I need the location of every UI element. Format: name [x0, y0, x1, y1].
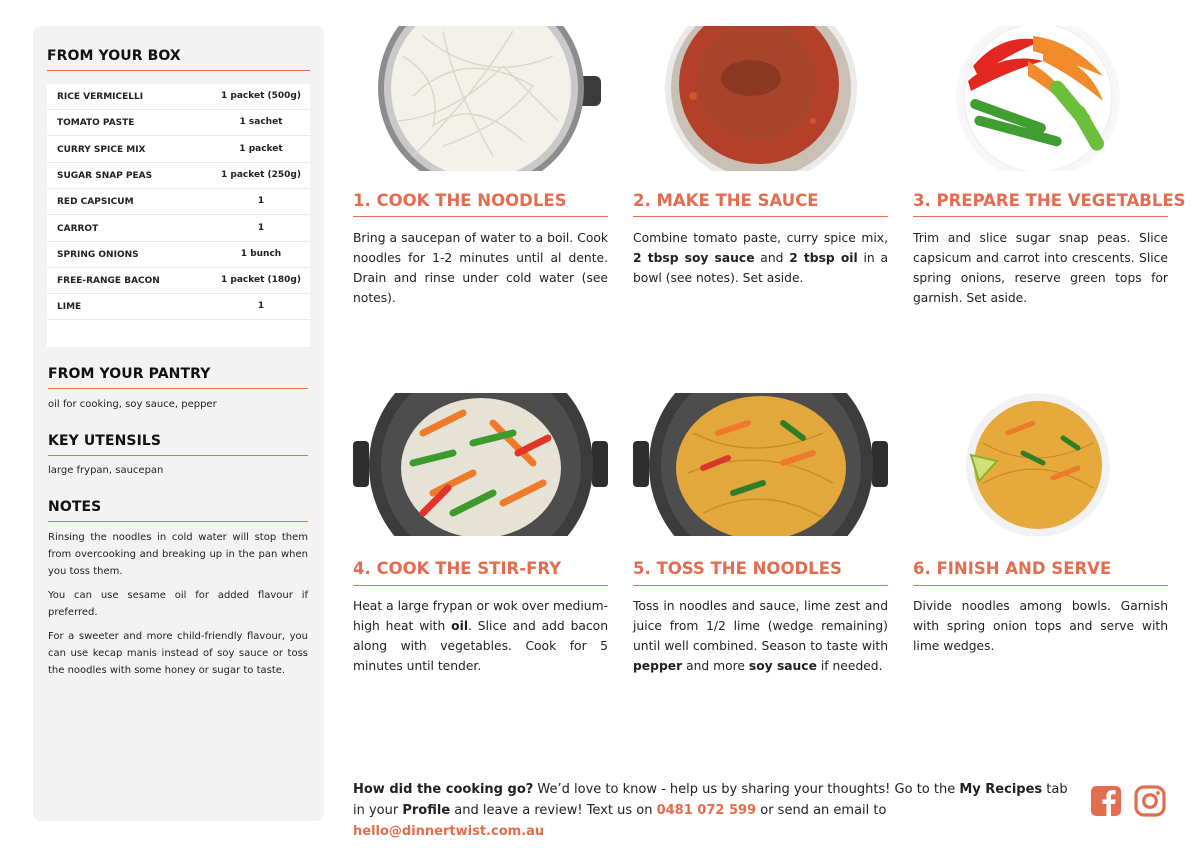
bold-ingredient: 2 tbsp soy sauce	[633, 251, 755, 265]
ingredient-quantity: 1	[257, 301, 265, 312]
ingredient-row	[47, 163, 310, 189]
from-your-box-rule	[47, 70, 310, 71]
bold-ingredient: soy sauce	[748, 659, 817, 673]
contact-phone-link[interactable]: 0481 072 599	[656, 803, 757, 818]
bold-ingredient: 2 tbsp oil	[789, 251, 858, 265]
footer-emphasis: Profile	[402, 803, 451, 818]
key-utensils-title: KEY UTENSILS	[48, 433, 162, 449]
ingredient-name: CURRY SPICE MIX	[57, 144, 146, 155]
ingredient-name: RED CAPSICUM	[57, 197, 134, 208]
footer-emphasis: My Recipes	[959, 782, 1043, 797]
ingredient-name: CARROT	[57, 223, 99, 234]
facebook-icon	[1090, 785, 1122, 817]
note-item: You can use sesame oil for added flavour if preferred.	[48, 590, 308, 618]
instagram-link[interactable]	[1134, 785, 1166, 817]
key-utensils-rule	[48, 455, 308, 456]
step-6-text: Divide noodles among bowls. Garnish with spring onion tops and serve with lime wedges.	[913, 599, 1168, 653]
ingredient-quantity: 1 packet (180g)	[221, 275, 301, 286]
step-6-rule	[913, 585, 1168, 586]
note-item: For a sweeter and more child-friendly flavour, you can use kecap manis instead of soy sauce or toss the noodles with some honey or sugar to taste.	[48, 631, 308, 676]
step-2-rule	[633, 216, 888, 217]
ingredient-quantity: 1 packet	[239, 143, 283, 154]
ingredient-row	[47, 294, 310, 320]
step-3-rule	[913, 216, 1168, 217]
ingredient-quantity: 1 sachet	[239, 117, 283, 128]
contact-email-link[interactable]: hello@dinnertwist.com.au	[353, 824, 545, 839]
ingredient-name: FREE-RANGE BACON	[57, 276, 160, 287]
step-1-text: Bring a saucepan of water to a boil. Cook noodles for 1-2 minutes until al dente. Drain and rinse under cold water (see notes).	[353, 231, 608, 305]
step-3-title: 3. PREPARE THE VEGETABLES	[913, 191, 1186, 210]
ingredient-row	[47, 137, 310, 163]
ingredient-row	[47, 268, 310, 294]
bold-ingredient: pepper	[633, 659, 683, 673]
from-your-box-title: FROM YOUR BOX	[47, 48, 181, 64]
instagram-icon	[1134, 785, 1166, 817]
ingredient-name: TOMATO PASTE	[57, 118, 135, 129]
ingredients-table	[47, 84, 310, 347]
ingredient-quantity: 1	[257, 196, 265, 207]
step-6-photo	[913, 393, 1168, 536]
step-3-text: Trim and slice sugar snap peas. Slice capsicum and carrot into crescents. Slice spring onions, reserve green tops for garnish. Set aside.	[913, 231, 1168, 305]
feedback-footer: How did the cooking go? We’d love to know - help us by sharing your thoughts! Go to the My Recipes tab in your Profile and leave a review! Text us on 0481 072 599 or send an email to hello@dinnertwist.com.au	[353, 782, 1068, 839]
ingredient-row	[47, 242, 310, 268]
step-4-title: 4. COOK THE STIR-FRY	[353, 559, 562, 578]
ingredient-row	[47, 216, 310, 242]
step-1-title: 1. COOK THE NOODLES	[353, 191, 567, 210]
ingredient-quantity: 1 packet (250g)	[221, 169, 301, 180]
ingredient-name: SPRING ONIONS	[57, 249, 139, 260]
pantry-items: oil for cooking, soy sauce, pepper	[48, 399, 217, 410]
ingredient-row	[47, 189, 310, 215]
step-2-photo	[633, 26, 888, 171]
ingredient-name: RICE VERMICELLI	[57, 92, 144, 102]
ingredient-quantity: 1 packet (500g)	[221, 91, 301, 101]
note-item: Rinsing the noodles in cold water will stop them from overcooking and breaking up in the pan when you toss them.	[48, 532, 308, 577]
facebook-link[interactable]	[1090, 785, 1122, 817]
ingredient-row	[47, 84, 310, 110]
step-1-photo	[353, 26, 608, 171]
stir-fry-wok-illustration	[353, 393, 608, 536]
from-your-pantry-title: FROM YOUR PANTRY	[48, 366, 211, 382]
step-5-title: 5. TOSS THE NOODLES	[633, 559, 842, 578]
sauce-bowl-illustration	[633, 26, 888, 171]
step-3-photo	[913, 26, 1168, 171]
step-4-photo	[353, 393, 608, 536]
ingredient-name: LIME	[57, 302, 82, 313]
ingredient-quantity: 1 bunch	[240, 248, 282, 259]
step-5-text: Toss in noodles and sauce, lime zest and juice from 1/2 lime (wedge remaining) until well combined. Season to taste with pepper and more soy sauce if needed.	[633, 599, 888, 673]
utensils-list: large frypan, saucepan	[48, 465, 164, 476]
step-4-rule	[353, 585, 608, 586]
ingredient-name: SUGAR SNAP PEAS	[57, 170, 153, 181]
step-2-title: 2. MAKE THE SAUCE	[633, 191, 819, 210]
step-5-photo	[633, 393, 888, 536]
from-your-pantry-rule	[48, 388, 308, 389]
step-1-rule	[353, 216, 608, 217]
ingredient-quantity: 1	[257, 222, 265, 233]
tossed-noodles-wok-illustration	[633, 393, 888, 536]
served-noodles-bowl-illustration	[913, 393, 1168, 536]
step-2-text: Combine tomato paste, curry spice mix, 2 tbsp soy sauce and 2 tbsp oil in a bowl (see notes). Set aside.	[633, 231, 888, 285]
step-4-text: Heat a large frypan or wok over medium-high heat with oil. Slice and add bacon along with vegetables. Cook for 5 minutes until tender.	[353, 599, 608, 673]
rice-noodles-illustration	[353, 26, 608, 171]
step-6-title: 6. FINISH AND SERVE	[913, 559, 1112, 578]
step-5-rule	[633, 585, 888, 586]
footer-emphasis: How did the cooking go?	[353, 782, 534, 797]
vegetables-plate-illustration	[913, 26, 1168, 171]
ingredient-row	[47, 110, 310, 136]
notes-title: NOTES	[48, 499, 102, 515]
bold-ingredient: oil	[451, 619, 469, 633]
notes-rule	[48, 521, 308, 522]
